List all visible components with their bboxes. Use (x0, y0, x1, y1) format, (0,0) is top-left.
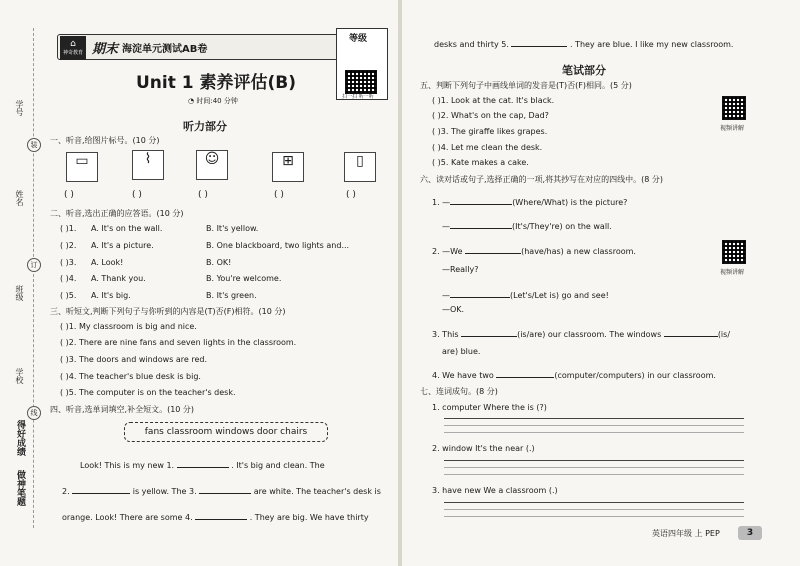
word-bank: fans classroom windows door chairs (124, 422, 328, 442)
q6-line (432, 194, 627, 207)
writing-line (444, 509, 744, 510)
q6-text: 2. —We (432, 247, 463, 256)
q4-text-line (62, 483, 381, 496)
picture-5 (344, 152, 376, 182)
q4-text: orange. Look! There are some 4. (62, 513, 193, 522)
q7-title: 七、连词成句。(8 分) (420, 387, 498, 396)
fill-blank[interactable] (177, 457, 229, 468)
fill-blank[interactable] (465, 243, 521, 254)
q4-text: are white. The teacher's desk is (253, 487, 381, 496)
q2-title: 二、听音,选出正确的应答语。(10 分) (50, 209, 184, 218)
picture-4 (272, 152, 304, 182)
listening-section-title: 听力部分 (183, 120, 227, 133)
unit-title: Unit 1 素养评估(B) (136, 73, 297, 93)
writing-line (444, 516, 744, 517)
side-slogan-2: 做神笔题 (15, 470, 25, 506)
q3-item[interactable]: ( )5. The computer is on the teacher's desk. (60, 388, 236, 397)
q4-text: is yellow. The 3. (132, 487, 197, 496)
q5-item[interactable]: ( )5. Kate makes a cake. (432, 158, 529, 167)
q4-text-line (62, 509, 369, 522)
q6-text: (Where/What) is the picture? (512, 198, 628, 207)
fill-blank[interactable] (195, 509, 247, 520)
q4-text: . They are big. We have thirty (249, 513, 369, 522)
q5-title: 五、判断下列句子中画线单词的发音是(T)否(F)相同。(5 分) (420, 81, 632, 90)
q6-line (442, 287, 609, 300)
door-icon: ▯ (356, 153, 364, 169)
q6-text: —Really? (442, 265, 479, 274)
q5-item[interactable]: ( )2. What's on the cap, Dad? (432, 111, 549, 120)
fill-blank[interactable] (450, 287, 510, 298)
writing-line (444, 474, 744, 475)
q6-text: 4. We have two (432, 371, 494, 380)
fill-blank[interactable] (496, 367, 554, 378)
brand-name: 期末 (92, 42, 119, 57)
logo-text: 神奇教育 (62, 50, 83, 56)
q3-item[interactable]: ( )4. The teacher's blue desk is big. (60, 372, 201, 381)
picture-3 (196, 150, 228, 180)
fill-blank[interactable] (450, 194, 512, 205)
picture-2 (132, 150, 164, 180)
q1-title: 一、听音,给图片标号。(10 分) (50, 136, 160, 145)
q4-text: Look! This is my new 1. (80, 461, 175, 470)
q2-option-b: B. It's green. (206, 291, 257, 300)
writing-section-title: 笔试部分 (562, 64, 606, 77)
q4-text: 2. (62, 487, 70, 496)
picture-1 (66, 152, 98, 182)
fill-blank[interactable] (72, 483, 130, 494)
fill-blank[interactable] (664, 326, 718, 337)
writing-line[interactable] (444, 418, 744, 419)
q5-item[interactable]: ( )3. The giraffe likes grapes. (432, 127, 548, 136)
broom-icon: ⌇ (144, 151, 152, 167)
writing-line (444, 425, 744, 426)
q4-title: 四、听音,选单词填空,补全短文。(10 分) (50, 405, 195, 414)
q6-line (432, 326, 730, 339)
q6-text: (have/has) a new classroom. (521, 247, 636, 256)
grade-label: 等级 (349, 34, 368, 44)
q4-text: . They are blue. I like my new classroom. (569, 40, 734, 49)
page-gutter (398, 0, 402, 566)
exam-time (188, 96, 238, 106)
q4-continued (434, 36, 733, 49)
q6-text: 1. — (432, 198, 451, 207)
video-label: 视频讲解 (720, 125, 745, 132)
side-slogan: 得好成绩 (15, 420, 25, 456)
q4-text: . It's big and clean. The (231, 461, 325, 470)
footer-text: 英语四年级 上 PEP (652, 529, 720, 538)
q3-item[interactable]: ( )3. The doors and windows are red. (60, 355, 208, 364)
series-name: 海淀单元测试AB卷 (122, 44, 208, 55)
binding-mark: 装 (27, 138, 41, 152)
q6-line (432, 243, 636, 256)
q7-item: 3. have new We a classroom (.) (432, 486, 558, 495)
q6-text: (computer/computers) in our classroom. (554, 371, 716, 380)
q2-item-num[interactable]: ( )1. (60, 224, 77, 233)
publisher-logo (60, 36, 86, 60)
page-number: 3 (738, 526, 762, 540)
q6-text: — (442, 291, 450, 300)
q2-option-b: B. One blackboard, two lights and... (206, 241, 350, 250)
q6-text: (is/ (717, 330, 731, 339)
q2-item-num[interactable]: ( )3. (60, 258, 77, 267)
q6-line (442, 218, 612, 231)
chalkboard-icon: ▭ (75, 153, 89, 169)
binding-mark: 订 (27, 258, 41, 272)
q2-option-b: B. OK! (206, 258, 232, 267)
q6-text: —OK. (442, 305, 465, 314)
video-label: 视频讲解 (720, 269, 745, 276)
binding-mark: 线 (27, 406, 41, 420)
answer-bracket[interactable]: ( ) (346, 190, 356, 200)
q6-text: are) blue. (442, 347, 481, 356)
writing-line (444, 432, 744, 433)
answer-bracket[interactable]: ( ) (64, 190, 74, 200)
q2-option-a: A. It's big. (91, 291, 131, 300)
fill-blank[interactable] (450, 218, 512, 229)
q6-text: 3. This (432, 330, 459, 339)
q4-text: desks and thirty 5. (434, 40, 509, 49)
video-qr-icon[interactable] (722, 240, 746, 264)
answer-bracket[interactable]: ( ) (132, 190, 142, 200)
fill-blank[interactable] (199, 483, 251, 494)
q7-item: 2. window It's the near (.) (432, 444, 535, 453)
answer-bracket[interactable]: ( ) (198, 190, 208, 200)
q6-text: (is/are) our classroom. The windows (517, 330, 662, 339)
fill-blank[interactable] (461, 326, 517, 337)
q5-item[interactable]: ( )1. Look at the cat. It's black. (432, 96, 555, 105)
q6-text: (Let's/Let is) go and see! (510, 291, 609, 300)
q7-item: 1. computer Where the is (?) (432, 403, 547, 412)
time-text: 时间:40 分钟 (196, 97, 238, 105)
writing-line[interactable] (444, 460, 744, 461)
q5-item[interactable]: ( )4. Let me clean the desk. (432, 143, 543, 152)
side-label-school: 学校 (15, 368, 24, 384)
q2-option-a: A. Look! (91, 258, 124, 267)
side-label-name: 姓名 (15, 190, 24, 206)
side-label-class: 班级 (15, 285, 24, 301)
writing-line[interactable] (444, 502, 744, 503)
q2-option-a: A. It's a picture. (91, 241, 154, 250)
side-label-student-id: 学号 (15, 100, 24, 116)
answer-bracket[interactable]: ( ) (274, 190, 284, 200)
q6-title: 六、读对话或句子,选择正确的一项,将其抄写在对应的四线中。(8 分) (420, 175, 663, 184)
q3-title: 三、听短文,判断下列句子与你听到的内容是(T)否(F)相符。(10 分) (50, 307, 286, 316)
q6-text: — (442, 222, 450, 231)
q2-item-num[interactable]: ( )4. (60, 274, 77, 283)
q6-line (432, 367, 716, 380)
logo-glyph-icon: ⌂ (70, 39, 76, 49)
q3-item[interactable]: ( )1. My classroom is big and nice. (60, 322, 197, 331)
qr-caption: 扫一扫 听一听 (342, 94, 374, 100)
q4-text-line (80, 457, 325, 470)
q2-item-num[interactable]: ( )5. (60, 291, 77, 300)
binding-line (33, 28, 34, 528)
q2-item-num[interactable]: ( )2. (60, 241, 77, 250)
clock-icon: ◔ (188, 97, 195, 105)
person-icon: ☺ (204, 151, 220, 167)
q2-option-b: B. You're welcome. (206, 274, 282, 283)
video-qr-icon[interactable] (722, 96, 746, 120)
fill-blank[interactable] (511, 36, 567, 47)
q2-option-a: A. It's on the wall. (91, 224, 163, 233)
q2-option-a: A. Thank you. (91, 274, 146, 283)
q2-option-b: B. It's yellow. (206, 224, 259, 233)
q3-item[interactable]: ( )2. There are nine fans and seven lights in the classroom. (60, 338, 297, 347)
q6-text: (It's/They're) on the wall. (512, 222, 612, 231)
qr-code-icon[interactable] (345, 70, 377, 94)
window-icon: ⊞ (282, 153, 294, 169)
writing-line (444, 467, 744, 468)
